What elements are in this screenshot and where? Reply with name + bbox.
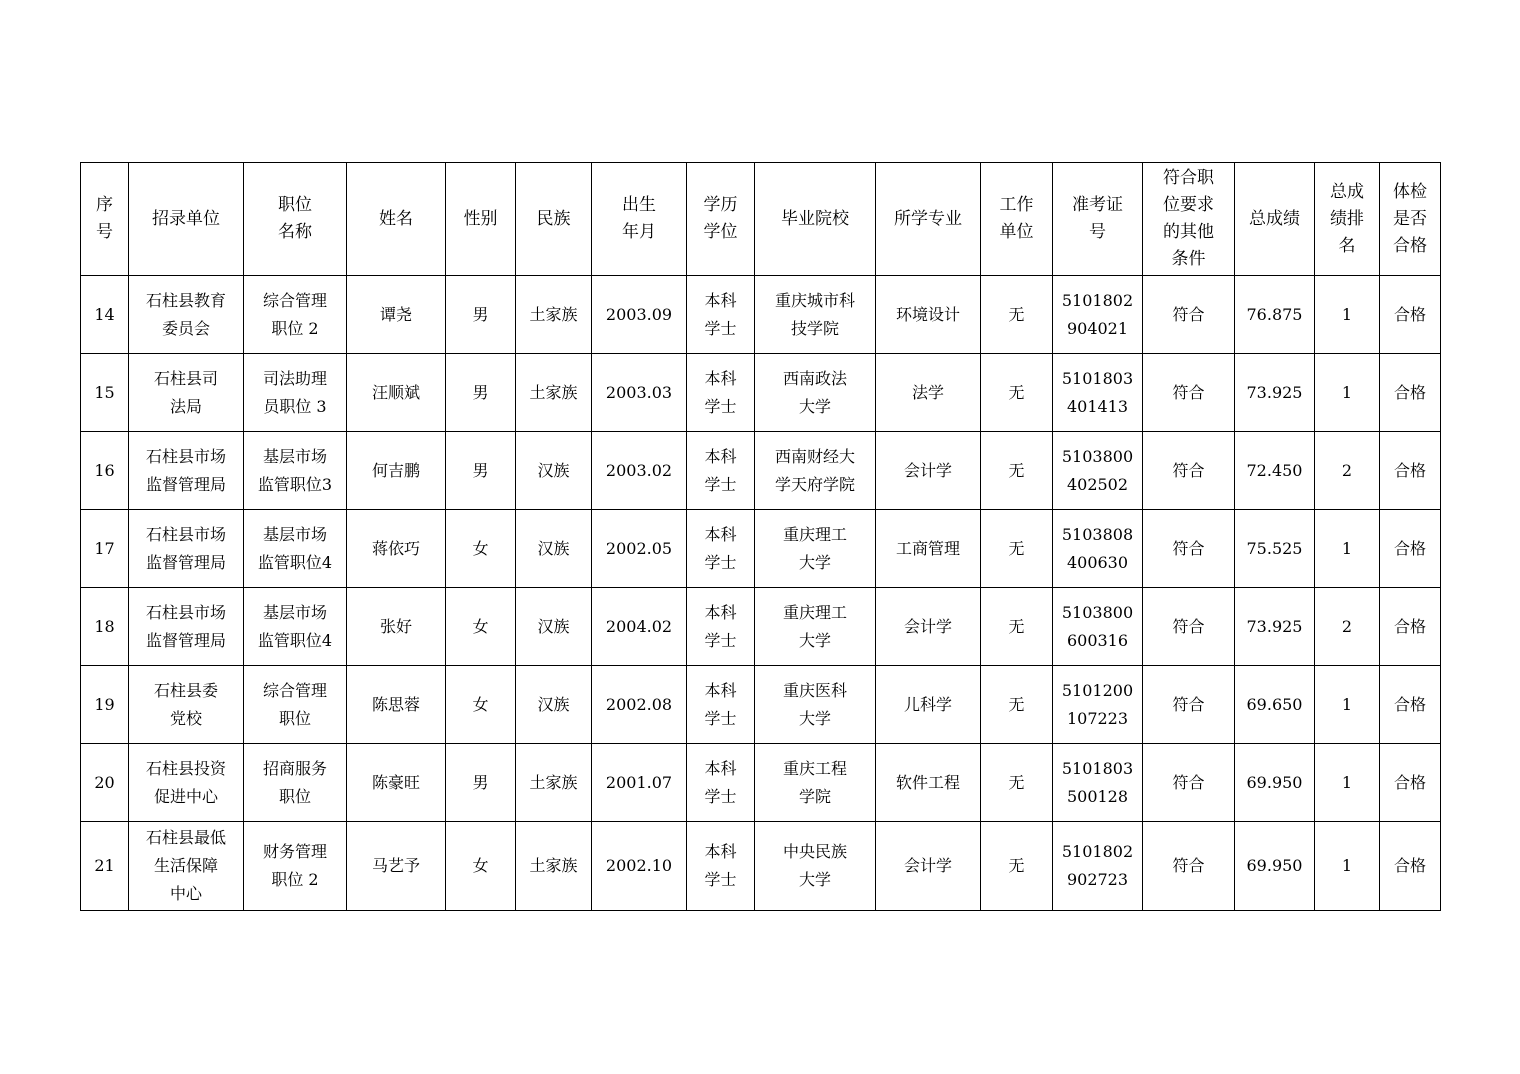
cell-name-text: 陈豪旺 bbox=[371, 772, 420, 792]
cell-total-score-text: 69.650 bbox=[1246, 694, 1303, 714]
cell-birth bbox=[592, 744, 687, 822]
cell-index-text: 20 bbox=[94, 772, 115, 792]
cell-gender bbox=[446, 510, 516, 588]
cell-other-conditions-text: 符合 bbox=[1172, 616, 1205, 636]
cell-major bbox=[876, 354, 981, 432]
cell-index-text: 21 bbox=[94, 856, 115, 875]
cell-gender-text: 男 bbox=[472, 304, 489, 324]
cell-major bbox=[876, 822, 981, 911]
cell-position bbox=[244, 354, 347, 432]
cell-education bbox=[687, 666, 755, 744]
cell-school bbox=[755, 666, 876, 744]
cell-position bbox=[244, 744, 347, 822]
cell-name-text: 蒋依巧 bbox=[371, 538, 420, 558]
cell-ethnicity bbox=[516, 744, 592, 822]
cell-gender bbox=[446, 354, 516, 432]
cell-gender bbox=[446, 822, 516, 911]
cell-exam-id-text: 5103808 400630 bbox=[1061, 524, 1134, 572]
cell-ethnicity-text: 土家族 bbox=[529, 382, 578, 402]
cell-workplace bbox=[981, 588, 1053, 666]
cell-birth bbox=[592, 822, 687, 911]
cell-education-text: 本科 学士 bbox=[704, 290, 737, 338]
cell-index-text: 19 bbox=[94, 694, 115, 714]
cell-exam-id bbox=[1053, 666, 1143, 744]
cell-gender bbox=[446, 432, 516, 510]
table-header bbox=[81, 163, 1441, 276]
cell-employer-text: 石柱县最低 生活保障 中心 bbox=[145, 828, 226, 903]
cell-ethnicity-text: 汉族 bbox=[537, 616, 570, 636]
cell-total-score-text: 69.950 bbox=[1246, 772, 1303, 792]
cell-ethnicity bbox=[516, 354, 592, 432]
header-cell-index: 序 号 bbox=[81, 163, 129, 276]
header-cell-workplace: 工作 单位 bbox=[981, 163, 1053, 276]
cell-rank-text: 2 bbox=[1341, 616, 1353, 636]
cell-gender-text: 女 bbox=[472, 856, 489, 875]
cell-ethnicity-text: 土家族 bbox=[529, 772, 578, 792]
cell-workplace-text: 无 bbox=[1008, 304, 1025, 324]
cell-employer bbox=[129, 510, 244, 588]
cell-employer-text: 石柱县司 法局 bbox=[153, 368, 218, 416]
cell-education bbox=[687, 276, 755, 354]
cell-index bbox=[81, 276, 129, 354]
cell-ethnicity bbox=[516, 432, 592, 510]
cell-gender-text: 女 bbox=[472, 538, 489, 558]
table-row bbox=[81, 666, 1441, 744]
cell-education-text: 本科 学士 bbox=[704, 602, 737, 650]
cell-index bbox=[81, 354, 129, 432]
cell-education-text: 本科 学士 bbox=[704, 524, 737, 572]
cell-employer bbox=[129, 354, 244, 432]
cell-name-text: 张好 bbox=[379, 616, 412, 636]
cell-gender bbox=[446, 276, 516, 354]
cell-exam-id-text: 5103800 402502 bbox=[1061, 446, 1134, 494]
table-row bbox=[81, 354, 1441, 432]
cell-total-score bbox=[1235, 822, 1315, 911]
cell-total-score bbox=[1235, 276, 1315, 354]
cell-medical bbox=[1380, 432, 1441, 510]
cell-school bbox=[755, 354, 876, 432]
cell-education bbox=[687, 588, 755, 666]
cell-workplace bbox=[981, 432, 1053, 510]
cell-position-text: 司法助理 员职位 3 bbox=[262, 368, 327, 416]
table-row bbox=[81, 822, 1441, 911]
cell-birth bbox=[592, 666, 687, 744]
cell-position bbox=[244, 432, 347, 510]
header-row bbox=[81, 163, 1441, 276]
cell-employer-text: 石柱县委 党校 bbox=[153, 680, 218, 728]
cell-index-text: 15 bbox=[94, 382, 115, 402]
cell-workplace bbox=[981, 822, 1053, 911]
cell-exam-id bbox=[1053, 276, 1143, 354]
cell-total-score bbox=[1235, 432, 1315, 510]
cell-employer-text: 石柱县投资 促进中心 bbox=[145, 758, 226, 806]
cell-rank bbox=[1315, 588, 1380, 666]
cell-exam-id-text: 5101803 401413 bbox=[1061, 368, 1134, 416]
header-cell-exam-id: 准考证 号 bbox=[1053, 163, 1143, 276]
cell-position bbox=[244, 822, 347, 911]
cell-total-score bbox=[1235, 354, 1315, 432]
cell-school-text: 重庆城市科 技学院 bbox=[774, 290, 855, 338]
cell-major-text: 软件工程 bbox=[895, 772, 960, 792]
cell-ethnicity-text: 汉族 bbox=[537, 460, 570, 480]
cell-other-conditions bbox=[1143, 588, 1235, 666]
cell-workplace-text: 无 bbox=[1008, 772, 1025, 792]
cell-workplace-text: 无 bbox=[1008, 382, 1025, 402]
cell-school-text: 重庆工程 学院 bbox=[782, 758, 847, 806]
cell-name-text: 马艺予 bbox=[371, 856, 420, 875]
cell-birth-text: 2003.03 bbox=[605, 382, 673, 402]
cell-workplace-text: 无 bbox=[1008, 616, 1025, 636]
cell-school bbox=[755, 744, 876, 822]
cell-rank bbox=[1315, 510, 1380, 588]
cell-position bbox=[244, 510, 347, 588]
cell-birth bbox=[592, 588, 687, 666]
cell-school bbox=[755, 276, 876, 354]
cell-ethnicity-text: 土家族 bbox=[529, 304, 578, 324]
cell-workplace-text: 无 bbox=[1008, 538, 1025, 558]
table-row bbox=[81, 588, 1441, 666]
cell-exam-id-text: 5101802 904021 bbox=[1061, 290, 1134, 338]
cell-school bbox=[755, 588, 876, 666]
header-cell-education: 学历 学位 bbox=[687, 163, 755, 276]
cell-index-text: 16 bbox=[94, 460, 115, 480]
cell-education bbox=[687, 432, 755, 510]
cell-total-score-text: 73.925 bbox=[1246, 616, 1303, 636]
cell-exam-id bbox=[1053, 744, 1143, 822]
cell-medical-text: 合格 bbox=[1393, 772, 1426, 792]
cell-workplace bbox=[981, 666, 1053, 744]
cell-index bbox=[81, 588, 129, 666]
cell-rank bbox=[1315, 666, 1380, 744]
cell-position-text: 招商服务 职位 bbox=[262, 758, 327, 806]
cell-major bbox=[876, 588, 981, 666]
cell-education bbox=[687, 822, 755, 911]
cell-name bbox=[347, 432, 446, 510]
cell-position-text: 基层市场 监管职位4 bbox=[257, 602, 333, 650]
cell-index bbox=[81, 510, 129, 588]
cell-index-text: 18 bbox=[94, 616, 115, 636]
cell-school-text: 重庆理工 大学 bbox=[782, 524, 847, 572]
cell-exam-id bbox=[1053, 822, 1143, 911]
cell-gender-text: 女 bbox=[472, 694, 489, 714]
cell-rank-text: 1 bbox=[1341, 382, 1353, 402]
cell-employer-text: 石柱县教育 委员会 bbox=[145, 290, 226, 338]
header-cell-position: 职位 名称 bbox=[244, 163, 347, 276]
cell-education-text: 本科 学士 bbox=[704, 758, 737, 806]
cell-other-conditions-text: 符合 bbox=[1172, 460, 1205, 480]
header-cell-medical: 体检 是否 合格 bbox=[1380, 163, 1441, 276]
candidate-table bbox=[80, 162, 1441, 911]
cell-total-score bbox=[1235, 588, 1315, 666]
cell-rank bbox=[1315, 354, 1380, 432]
cell-other-conditions bbox=[1143, 432, 1235, 510]
cell-major-text: 会计学 bbox=[903, 856, 952, 875]
cell-ethnicity-text: 汉族 bbox=[537, 694, 570, 714]
cell-major bbox=[876, 510, 981, 588]
cell-birth-text: 2001.07 bbox=[605, 772, 673, 792]
header-cell-gender: 性别 bbox=[446, 163, 516, 276]
cell-total-score-text: 69.950 bbox=[1246, 856, 1303, 875]
cell-other-conditions bbox=[1143, 276, 1235, 354]
cell-medical bbox=[1380, 744, 1441, 822]
cell-birth bbox=[592, 510, 687, 588]
cell-rank-text: 2 bbox=[1341, 460, 1353, 480]
cell-exam-id bbox=[1053, 432, 1143, 510]
cell-employer bbox=[129, 276, 244, 354]
table-row bbox=[81, 432, 1441, 510]
cell-other-conditions bbox=[1143, 666, 1235, 744]
cell-name bbox=[347, 822, 446, 911]
cell-gender-text: 女 bbox=[472, 616, 489, 636]
cell-name bbox=[347, 276, 446, 354]
cell-medical bbox=[1380, 276, 1441, 354]
cell-major bbox=[876, 666, 981, 744]
cell-major-text: 工商管理 bbox=[895, 538, 960, 558]
cell-school-text: 西南财经大 学天府学院 bbox=[774, 446, 855, 494]
header-cell-rank: 总成 绩排 名 bbox=[1315, 163, 1380, 276]
cell-index bbox=[81, 432, 129, 510]
table-row bbox=[81, 276, 1441, 354]
cell-employer bbox=[129, 822, 244, 911]
cell-major-text: 儿科学 bbox=[903, 694, 952, 714]
cell-exam-id-text: 5101802 902723 bbox=[1061, 842, 1134, 889]
cell-medical bbox=[1380, 666, 1441, 744]
cell-birth-text: 2003.09 bbox=[605, 304, 673, 324]
cell-birth-text: 2002.05 bbox=[605, 538, 673, 558]
cell-employer bbox=[129, 666, 244, 744]
cell-index bbox=[81, 744, 129, 822]
cell-medical-text: 合格 bbox=[1393, 382, 1426, 402]
cell-gender-text: 男 bbox=[472, 460, 489, 480]
cell-other-conditions bbox=[1143, 822, 1235, 911]
cell-employer bbox=[129, 588, 244, 666]
header-cell-birth: 出生 年月 bbox=[592, 163, 687, 276]
cell-ethnicity bbox=[516, 666, 592, 744]
cell-other-conditions-text: 符合 bbox=[1172, 772, 1205, 792]
cell-education bbox=[687, 744, 755, 822]
cell-education-text: 本科 学士 bbox=[704, 680, 737, 728]
cell-position bbox=[244, 276, 347, 354]
cell-rank bbox=[1315, 432, 1380, 510]
cell-birth-text: 2004.02 bbox=[605, 616, 673, 636]
cell-exam-id bbox=[1053, 588, 1143, 666]
cell-workplace bbox=[981, 354, 1053, 432]
cell-position-text: 基层市场 监管职位4 bbox=[257, 524, 333, 572]
cell-school bbox=[755, 432, 876, 510]
cell-birth-text: 2002.10 bbox=[605, 856, 673, 875]
table-body bbox=[81, 276, 1441, 911]
cell-medical-text: 合格 bbox=[1393, 856, 1426, 875]
cell-school-text: 中央民族 大学 bbox=[782, 842, 847, 889]
header-cell-school: 毕业院校 bbox=[755, 163, 876, 276]
cell-exam-id bbox=[1053, 510, 1143, 588]
cell-rank-text: 1 bbox=[1341, 538, 1353, 558]
header-cell-employer: 招录单位 bbox=[129, 163, 244, 276]
cell-education bbox=[687, 510, 755, 588]
header-cell-ethnicity: 民族 bbox=[516, 163, 592, 276]
cell-major-text: 会计学 bbox=[903, 460, 952, 480]
cell-major bbox=[876, 744, 981, 822]
cell-position bbox=[244, 666, 347, 744]
cell-total-score bbox=[1235, 744, 1315, 822]
cell-index-text: 14 bbox=[94, 304, 115, 324]
cell-workplace-text: 无 bbox=[1008, 694, 1025, 714]
cell-total-score-text: 76.875 bbox=[1246, 304, 1303, 324]
cell-index bbox=[81, 666, 129, 744]
header-cell-total-score: 总成绩 bbox=[1235, 163, 1315, 276]
cell-exam-id bbox=[1053, 354, 1143, 432]
cell-exam-id-text: 5101803 500128 bbox=[1061, 758, 1134, 806]
cell-major-text: 会计学 bbox=[903, 616, 952, 636]
cell-workplace-text: 无 bbox=[1008, 460, 1025, 480]
cell-rank-text: 1 bbox=[1341, 694, 1353, 714]
cell-major bbox=[876, 432, 981, 510]
cell-medical-text: 合格 bbox=[1393, 694, 1426, 714]
cell-name bbox=[347, 510, 446, 588]
cell-total-score bbox=[1235, 510, 1315, 588]
cell-index bbox=[81, 822, 129, 911]
cell-ethnicity bbox=[516, 822, 592, 911]
cell-total-score-text: 75.525 bbox=[1246, 538, 1303, 558]
cell-employer bbox=[129, 432, 244, 510]
cell-position-text: 基层市场 监管职位3 bbox=[257, 446, 333, 494]
cell-other-conditions bbox=[1143, 354, 1235, 432]
cell-name bbox=[347, 588, 446, 666]
cell-rank-text: 1 bbox=[1341, 304, 1353, 324]
cell-medical-text: 合格 bbox=[1393, 460, 1426, 480]
cell-education-text: 本科 学士 bbox=[704, 446, 737, 494]
cell-other-conditions bbox=[1143, 510, 1235, 588]
cell-other-conditions-text: 符合 bbox=[1172, 856, 1205, 875]
cell-workplace bbox=[981, 276, 1053, 354]
cell-other-conditions-text: 符合 bbox=[1172, 304, 1205, 324]
cell-index-text: 17 bbox=[94, 538, 115, 558]
cell-name-text: 谭尧 bbox=[379, 304, 412, 324]
cell-medical bbox=[1380, 510, 1441, 588]
cell-exam-id-text: 5101200 107223 bbox=[1061, 680, 1134, 728]
cell-medical bbox=[1380, 354, 1441, 432]
cell-employer-text: 石柱县市场 监督管理局 bbox=[145, 524, 226, 572]
cell-name bbox=[347, 744, 446, 822]
cell-school-text: 重庆医科 大学 bbox=[782, 680, 847, 728]
cell-position-text: 财务管理 职位 2 bbox=[262, 842, 327, 889]
cell-rank bbox=[1315, 276, 1380, 354]
table-row bbox=[81, 744, 1441, 822]
cell-education-text: 本科 学士 bbox=[704, 368, 737, 416]
cell-name bbox=[347, 666, 446, 744]
cell-birth bbox=[592, 354, 687, 432]
cell-gender bbox=[446, 744, 516, 822]
cell-school bbox=[755, 822, 876, 911]
cell-medical bbox=[1380, 588, 1441, 666]
cell-ethnicity-text: 土家族 bbox=[529, 856, 578, 875]
cell-workplace bbox=[981, 744, 1053, 822]
cell-medical-text: 合格 bbox=[1393, 538, 1426, 558]
cell-ethnicity bbox=[516, 510, 592, 588]
cell-birth-text: 2003.02 bbox=[605, 460, 673, 480]
cell-position-text: 综合管理 职位 2 bbox=[262, 290, 327, 338]
header-cell-major: 所学专业 bbox=[876, 163, 981, 276]
cell-employer bbox=[129, 744, 244, 822]
cell-ethnicity-text: 汉族 bbox=[537, 538, 570, 558]
cell-name-text: 何吉鹏 bbox=[371, 460, 420, 480]
cell-workplace bbox=[981, 510, 1053, 588]
cell-total-score-text: 73.925 bbox=[1246, 382, 1303, 402]
cell-birth bbox=[592, 276, 687, 354]
cell-medical bbox=[1380, 822, 1441, 911]
cell-position-text: 综合管理 职位 bbox=[262, 680, 327, 728]
cell-major-text: 环境设计 bbox=[895, 304, 960, 324]
cell-employer-text: 石柱县市场 监督管理局 bbox=[145, 446, 226, 494]
cell-other-conditions-text: 符合 bbox=[1172, 538, 1205, 558]
cell-total-score-text: 72.450 bbox=[1246, 460, 1303, 480]
cell-other-conditions-text: 符合 bbox=[1172, 382, 1205, 402]
cell-education bbox=[687, 354, 755, 432]
cell-gender bbox=[446, 666, 516, 744]
cell-ethnicity bbox=[516, 276, 592, 354]
cell-rank-text: 1 bbox=[1341, 856, 1353, 875]
cell-ethnicity bbox=[516, 588, 592, 666]
cell-other-conditions bbox=[1143, 744, 1235, 822]
cell-employer-text: 石柱县市场 监督管理局 bbox=[145, 602, 226, 650]
cell-school bbox=[755, 510, 876, 588]
cell-medical-text: 合格 bbox=[1393, 616, 1426, 636]
cell-position bbox=[244, 588, 347, 666]
header-cell-name: 姓名 bbox=[347, 163, 446, 276]
cell-rank bbox=[1315, 744, 1380, 822]
cell-name-text: 汪顺斌 bbox=[371, 382, 420, 402]
cell-school-text: 重庆理工 大学 bbox=[782, 602, 847, 650]
cell-rank-text: 1 bbox=[1341, 772, 1353, 792]
table-row bbox=[81, 510, 1441, 588]
cell-major-text: 法学 bbox=[911, 382, 944, 402]
cell-gender bbox=[446, 588, 516, 666]
cell-gender-text: 男 bbox=[472, 772, 489, 792]
cell-medical-text: 合格 bbox=[1393, 304, 1426, 324]
cell-gender-text: 男 bbox=[472, 382, 489, 402]
cell-name bbox=[347, 354, 446, 432]
cell-major bbox=[876, 276, 981, 354]
cell-education-text: 本科 学士 bbox=[704, 842, 737, 889]
cell-total-score bbox=[1235, 666, 1315, 744]
cell-workplace-text: 无 bbox=[1008, 856, 1025, 875]
cell-name-text: 陈思蓉 bbox=[371, 694, 420, 714]
cell-school-text: 西南政法 大学 bbox=[782, 368, 847, 416]
cell-rank bbox=[1315, 822, 1380, 911]
cell-exam-id-text: 5103800 600316 bbox=[1061, 602, 1134, 650]
cell-birth bbox=[592, 432, 687, 510]
header-cell-other-conditions: 符合职 位要求 的其他 条件 bbox=[1143, 163, 1235, 276]
cell-other-conditions-text: 符合 bbox=[1172, 694, 1205, 714]
cell-birth-text: 2002.08 bbox=[605, 694, 673, 714]
